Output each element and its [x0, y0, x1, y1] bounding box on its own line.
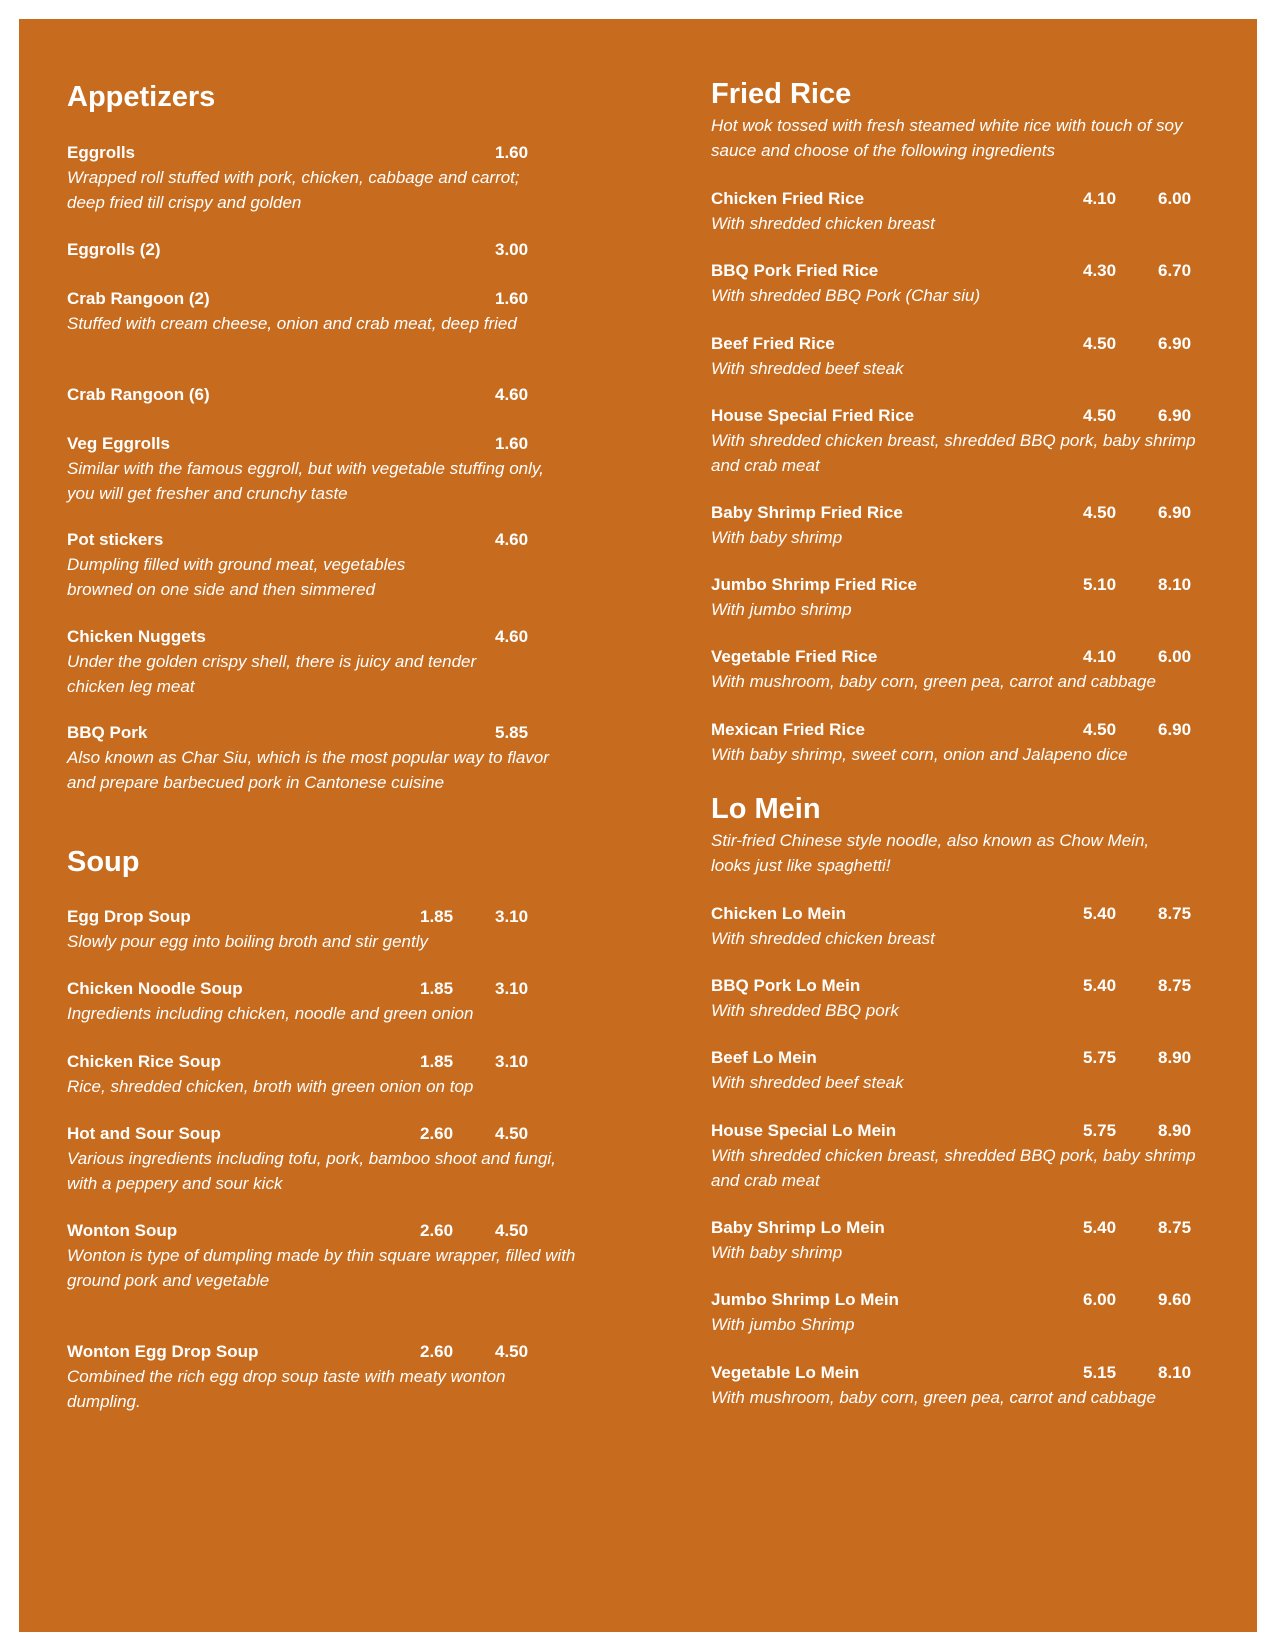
item-name: Crab Rangoon (6): [67, 385, 210, 404]
item-description: Stuffed with cream cheese, onion and crab meat, deep fried: [67, 314, 517, 333]
item-description: With shredded BBQ Pork (Char siu): [711, 286, 981, 305]
item-name: Pot stickers: [67, 530, 164, 549]
item-price-large: 6.00: [1158, 647, 1192, 666]
item-price-small: 4.10: [1083, 189, 1117, 208]
lo-mein-description: Stir-fried Chinese style noodle, also known as Chow Mein, looks just like spaghetti!: [711, 831, 1150, 875]
item-description: Also known as Char Siu, which is the most popular way to flavor and prepare barbecued pork in Cantonese cuisine: [67, 748, 549, 792]
item-price: 1.60: [495, 434, 529, 453]
item-name: BBQ Pork: [67, 723, 148, 742]
item-price-small: 2.60: [420, 1124, 454, 1143]
item-description: With baby shrimp, sweet corn, onion and Jalapeno dice: [711, 745, 1128, 764]
item-price-large: 6.90: [1158, 334, 1192, 353]
item-description: With shredded chicken breast, shredded BBQ pork, baby shrimp and crab meat: [711, 1146, 1196, 1190]
item-price-large: 6.90: [1158, 720, 1192, 739]
item-description: With shredded beef steak: [711, 359, 904, 378]
item-description: Under the golden crispy shell, there is juicy and tender chicken leg meat: [67, 652, 477, 696]
item-name: Chicken Rice Soup: [67, 1052, 221, 1071]
item-description: With shredded chicken breast: [711, 929, 935, 948]
item-name: Veg Eggrolls: [67, 434, 170, 453]
item-price-large: 6.70: [1158, 261, 1192, 280]
item-price-large: 8.10: [1158, 575, 1192, 594]
item-price-large: 8.75: [1158, 976, 1192, 995]
item-name: Chicken Lo Mein: [711, 904, 847, 923]
item-name: Chicken Noodle Soup: [67, 979, 243, 998]
item-description: With mushroom, baby corn, green pea, carrot and cabbage: [711, 1388, 1156, 1407]
item-name: Eggrolls (2): [67, 240, 161, 259]
lo-mein-title: Lo Mein: [711, 793, 821, 825]
item-price-small: 5.40: [1083, 976, 1117, 995]
item-description: Various ingredients including tofu, pork, bamboo shoot and fungi, with a peppery and sour kick: [67, 1149, 556, 1193]
item-price-large: 8.75: [1158, 904, 1192, 923]
item-description: Dumpling filled with ground meat, vegetables browned on one side and then simmered: [67, 555, 406, 599]
item-price-small: 6.00: [1083, 1290, 1117, 1309]
item-description: With shredded chicken breast, shredded BBQ pork, baby shrimp and crab meat: [711, 431, 1196, 475]
soup-title: Soup: [67, 846, 140, 878]
item-price-large: 6.90: [1158, 503, 1192, 522]
menu-page: [19, 19, 1257, 1632]
item-price: 1.60: [495, 289, 529, 308]
item-description: Ingredients including chicken, noodle and green onion: [67, 1004, 474, 1023]
fried-rice-title: Fried Rice: [711, 78, 852, 110]
item-description: With jumbo Shrimp: [711, 1315, 855, 1334]
item-price-large: 9.60: [1158, 1290, 1192, 1309]
item-description: With baby shrimp: [711, 1243, 843, 1262]
item-description: With shredded BBQ pork: [711, 1001, 899, 1020]
item-price: 4.60: [495, 530, 529, 549]
item-price-large: 8.75: [1158, 1218, 1192, 1237]
item-price-large: 4.50: [495, 1221, 529, 1240]
item-description: With shredded beef steak: [711, 1073, 904, 1092]
item-price: 5.85: [495, 723, 529, 742]
item-name: Hot and Sour Soup: [67, 1124, 221, 1143]
item-price-small: 4.50: [1083, 503, 1117, 522]
item-price-small: 1.85: [420, 979, 454, 998]
item-name: Chicken Fried Rice: [711, 189, 865, 208]
item-price-small: 4.50: [1083, 720, 1117, 739]
item-description: With shredded chicken breast: [711, 214, 935, 233]
item-name: Mexican Fried Rice: [711, 720, 866, 739]
appetizers-title: Appetizers: [67, 81, 216, 113]
item-name: Chicken Nuggets: [67, 627, 206, 646]
item-price-large: 3.10: [495, 907, 529, 926]
item-description: Slowly pour egg into boiling broth and stir gently: [67, 932, 428, 951]
item-description: Wonton is type of dumpling made by thin square wrapper, filled with ground pork and vegetable: [67, 1246, 576, 1290]
item-price-small: 5.75: [1083, 1121, 1117, 1140]
item-name: Vegetable Lo Mein: [711, 1363, 860, 1382]
fried-rice-description: Hot wok tossed with fresh steamed white rice with touch of soy sauce and choose of the following ingredients: [711, 116, 1183, 160]
item-price-small: 5.40: [1083, 1218, 1117, 1237]
item-price-large: 8.90: [1158, 1048, 1192, 1067]
item-description: With jumbo shrimp: [711, 600, 852, 619]
item-name: Wonton Soup: [67, 1221, 178, 1240]
item-description: Similar with the famous eggroll, but with vegetable stuffing only, you will get fresher and crunchy taste: [67, 459, 544, 503]
item-name: Vegetable Fried Rice: [711, 647, 878, 666]
item-description: Rice, shredded chicken, broth with green onion on top: [67, 1077, 474, 1096]
item-price-small: 2.60: [420, 1342, 454, 1361]
item-price-small: 2.60: [420, 1221, 454, 1240]
item-name: Baby Shrimp Fried Rice: [711, 503, 903, 522]
item-price-small: 4.10: [1083, 647, 1117, 666]
item-description: Wrapped roll stuffed with pork, chicken, cabbage and carrot; deep fried till crispy and golden: [67, 168, 520, 212]
item-price-large: 8.10: [1158, 1363, 1192, 1382]
item-price: 4.60: [495, 385, 529, 404]
item-price-large: 3.10: [495, 979, 529, 998]
item-name: Beef Lo Mein: [711, 1048, 817, 1067]
item-price-small: 5.10: [1083, 575, 1117, 594]
item-name: Jumbo Shrimp Lo Mein: [711, 1290, 899, 1309]
item-name: Jumbo Shrimp Fried Rice: [711, 575, 917, 594]
item-price-small: 4.50: [1083, 334, 1117, 353]
item-description: With mushroom, baby corn, green pea, carrot and cabbage: [711, 672, 1156, 691]
item-name: House Special Lo Mein: [711, 1121, 897, 1140]
item-price-large: 4.50: [495, 1342, 529, 1361]
item-price-small: 4.50: [1083, 406, 1117, 425]
item-name: Crab Rangoon (2): [67, 289, 210, 308]
item-price-small: 5.75: [1083, 1048, 1117, 1067]
item-price-large: 8.90: [1158, 1121, 1192, 1140]
item-price-large: 3.10: [495, 1052, 529, 1071]
item-price-small: 4.30: [1083, 261, 1117, 280]
item-price-large: 6.90: [1158, 406, 1192, 425]
item-name: Beef Fried Rice: [711, 334, 835, 353]
item-name: Eggrolls: [67, 143, 136, 162]
item-price-small: 1.85: [420, 907, 454, 926]
item-name: BBQ Pork Fried Rice: [711, 261, 879, 280]
item-price: 1.60: [495, 143, 529, 162]
item-name: Wonton Egg Drop Soup: [67, 1342, 259, 1361]
item-price: 3.00: [495, 240, 529, 259]
item-price: 4.60: [495, 627, 529, 646]
item-price-small: 1.85: [420, 1052, 454, 1071]
item-description: Combined the rich egg drop soup taste with meaty wonton dumpling.: [67, 1367, 506, 1411]
item-name: BBQ Pork Lo Mein: [711, 976, 861, 995]
item-name: House Special Fried Rice: [711, 406, 915, 425]
item-price-large: 6.00: [1158, 189, 1192, 208]
item-description: With baby shrimp: [711, 528, 843, 547]
item-price-large: 4.50: [495, 1124, 529, 1143]
item-price-small: 5.40: [1083, 904, 1117, 923]
item-name: Baby Shrimp Lo Mein: [711, 1218, 885, 1237]
item-name: Egg Drop Soup: [67, 907, 191, 926]
item-price-small: 5.15: [1083, 1363, 1117, 1382]
